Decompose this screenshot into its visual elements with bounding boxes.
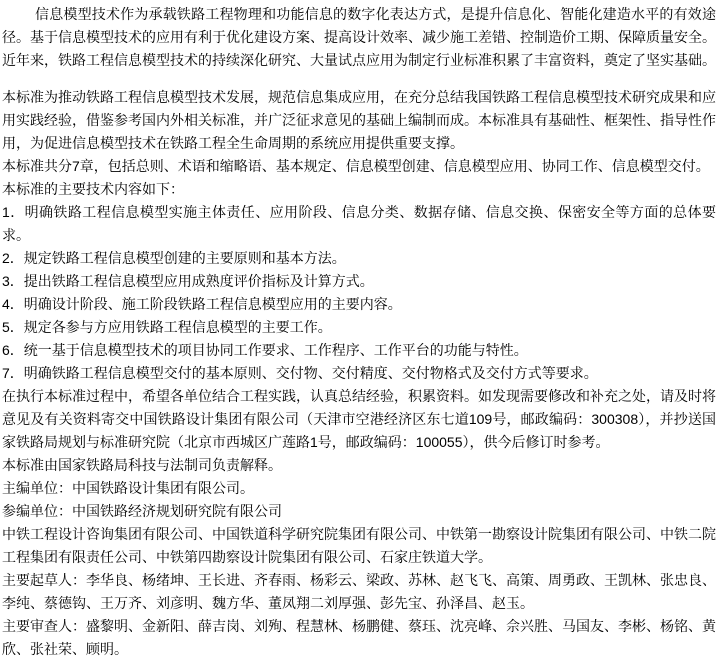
interpretation-paragraph: 本标准由国家铁路局科技与法制司负责解释。 (2, 457, 282, 473)
technical-content-item-3: 3．提出铁路工程信息模型应用成熟度评价指标及计算方式。 (2, 273, 374, 289)
participating-units-line: 参编单位：中国铁路经济规划研究院有限公司 (2, 503, 282, 519)
chief-editing-unit-line: 主编单位：中国铁路设计集团有限公司。 (2, 480, 254, 496)
technical-content-item-1: 1．明确铁路工程信息模型实施主体责任、应用阶段、信息分类、数据存储、信息交换、保密安全等方面的总体要求。 (2, 204, 716, 243)
foreword-intro-paragraph: 信息模型技术作为承载铁路工程物理和功能信息的数字化表达方式，是提升信息化、智能化建造水平的有效途径。基于信息模型技术的应用有利于优化建设方案、提高设计效率、减少施工差错、控制造价工期、保障质量安全。近年来，铁路工程信息模型技术的持续深化研究、大量试点应用为制定行业标准积累了丰富资料，奠定了坚实基础。 (2, 6, 716, 68)
technical-content-item-6: 6．统一基于信息模型技术的项目协同工作要求、工作程序、工作平台的功能与特性。 (2, 342, 528, 358)
technical-contents-heading: 本标准的主要技术内容如下： (2, 181, 184, 197)
participating-units-continued-line: 中铁工程设计咨询集团有限公司、中国铁道科学研究院集团有限公司、中铁第一勘察设计院集团有限公司、中铁二院工程集团有限责任公司、中铁第四勘察设计院集团有限公司、石家庄铁道大学。 (2, 526, 716, 565)
technical-content-item-2: 2．规定铁路工程信息模型创建的主要原则和基本方法。 (2, 250, 346, 266)
main-drafters-line: 主要起草人：李华良、杨绪坤、王长进、齐春雨、杨彩云、梁政、苏林、赵飞飞、高策、周勇政、王凯林、张忠良、李纯、蔡德钩、王万齐、刘彦明、魏方华、董凤翔二刘厚强、彭先宝、孙泽昌、赵玉。 (2, 572, 716, 611)
main-reviewers-line: 主要审查人：盛黎明、金新阳、薛吉岗、刘殉、程慧林、杨鹏健、蔡珏、沈亮峰、佘兴胜、马国友、李彬、杨铭、黄欣、张社荣、顾明。 (2, 618, 716, 657)
feedback-address-paragraph: 在执行本标准过程中，希望各单位结合工程实践，认真总结经验，积累资料。如发现需要修改和补充之处，请及时将意见及有关资料寄交中国铁路设计集团有限公司（天津市空港经济区东七道109号，邮政编码：300308），并抄送国家铁路局规划与标准研究院（北京市西城区广莲路1号，邮政编码：100055），供今后修订时参考。 (2, 388, 716, 450)
technical-content-item-5: 5．规定各参与方应用铁路工程信息模型的主要工作。 (2, 319, 332, 335)
chapters-summary-paragraph: 本标准共分7章，包括总则、术语和缩略语、基本规定、信息模型创建、信息模型应用、协同工作、信息模型交付。 (2, 158, 710, 174)
standard-basis-paragraph: 本标准为推动铁路工程信息模型技术发展，规范信息集成应用，在充分总结我国铁路工程信息模型技术研究成果和应用实践经验，借鉴参考国内外相关标准，并广泛征求意见的基础上编制而成。本标准具有基础性、框架性、指导性作用，为促进信息模型技术在铁路工程全生命周期的系统应用提供重要支撑。 (2, 89, 716, 151)
technical-content-item-7: 7．明确铁路工程信息模型交付的基本原则、交付物、交付精度、交付物格式及交付方式等要求。 (2, 365, 598, 381)
technical-content-item-4: 4．明确设计阶段、施工阶段铁路工程信息模型应用的主要内容。 (2, 296, 402, 312)
